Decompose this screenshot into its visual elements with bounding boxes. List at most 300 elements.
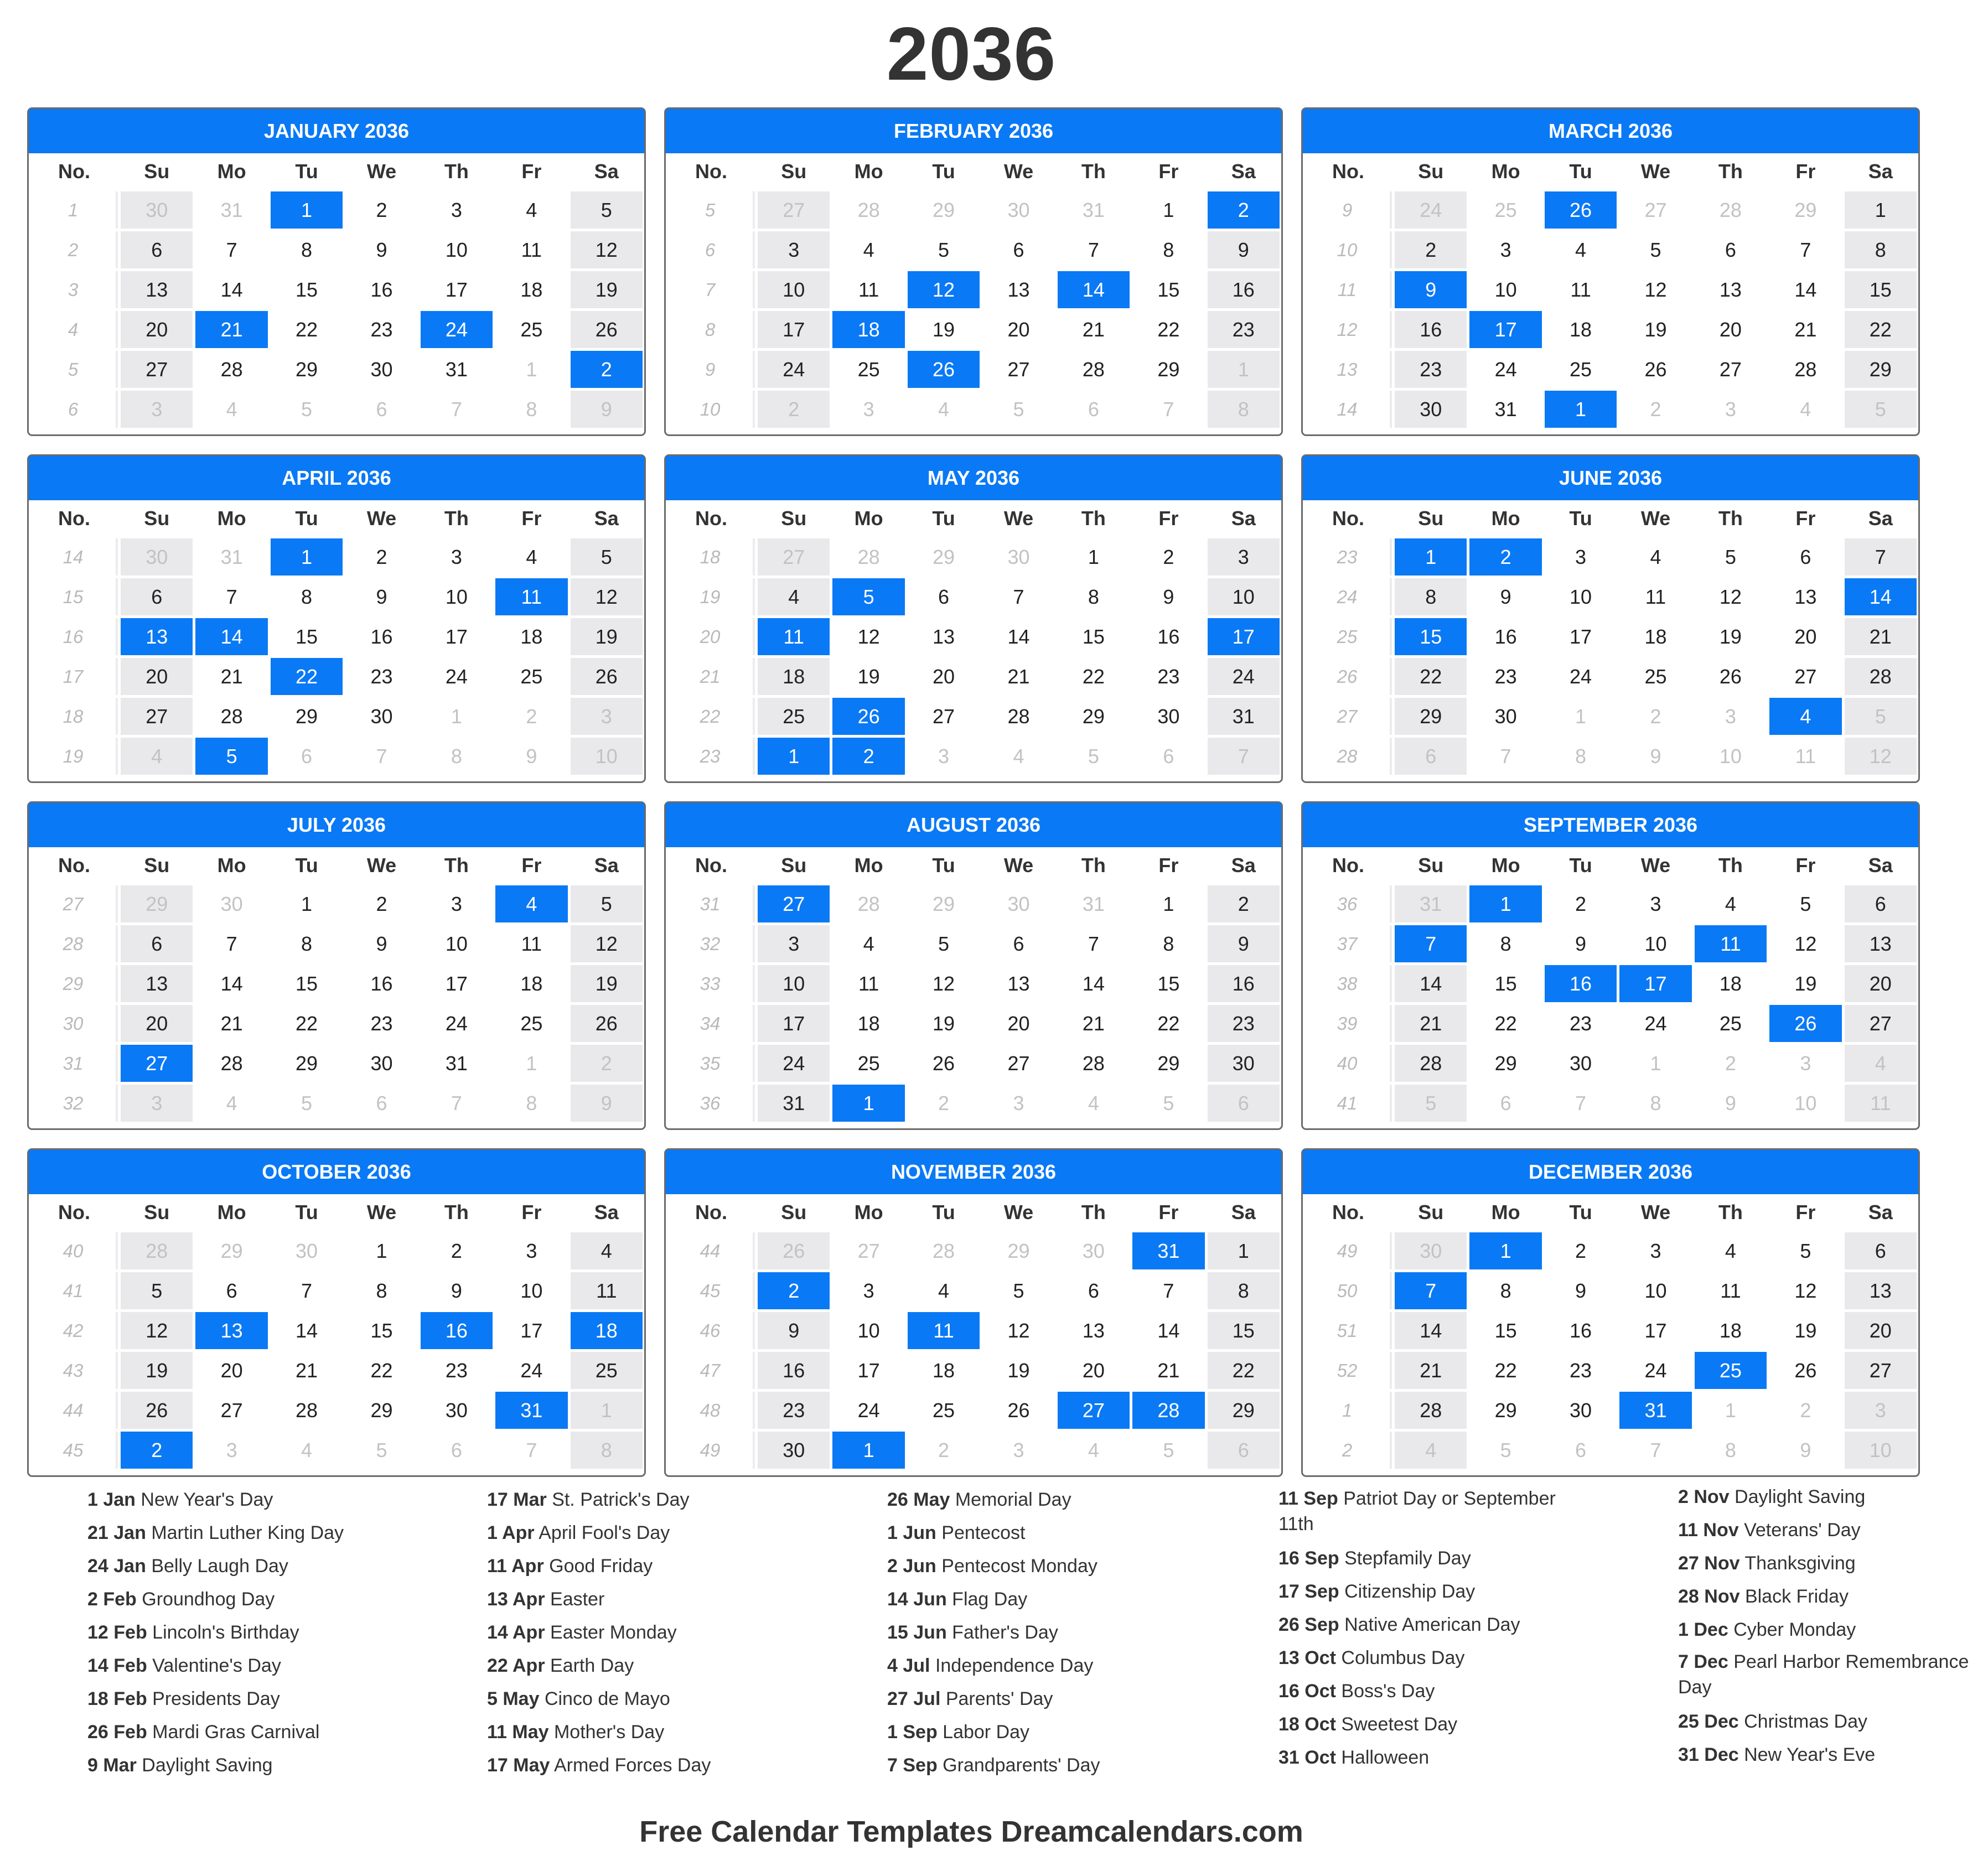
day-cell: 12 <box>1769 925 1841 962</box>
day-cell: 29 <box>121 885 193 922</box>
day-cell: 8 <box>1132 231 1204 268</box>
day-cell: 21 <box>1845 618 1917 655</box>
day-cell: 26 <box>1769 1352 1841 1389</box>
day-cell: 11 <box>1619 578 1691 615</box>
holiday-day-cell: 14 <box>1058 271 1130 308</box>
day-cell: 28 <box>121 1232 193 1269</box>
day-cell: 25 <box>832 1045 904 1082</box>
day-cell: 22 <box>1132 311 1204 348</box>
day-cell: 1 <box>1545 698 1617 735</box>
month-grid <box>29 500 644 775</box>
weekday-header: Sa <box>1868 854 1893 877</box>
weekday-header: Tu <box>295 1201 318 1224</box>
week-number: 31 <box>667 885 755 922</box>
day-cell: 6 <box>421 1432 493 1469</box>
day-cell: 12 <box>1619 271 1691 308</box>
holiday-item <box>1278 1675 1588 1708</box>
week-number: 22 <box>667 698 755 735</box>
day-cell: 9 <box>1545 925 1617 962</box>
day-cell: 7 <box>345 738 417 775</box>
weekday-header: Th <box>1081 507 1106 530</box>
day-cell: 8 <box>271 231 343 268</box>
month-title: FEBRUARY 2036 <box>666 109 1281 153</box>
weekday-header: Sa <box>594 1201 619 1224</box>
day-cell: 8 <box>1469 1272 1541 1309</box>
weekday-header: Sa <box>594 507 619 530</box>
day-cell: 6 <box>1058 391 1130 428</box>
holiday-day-cell: 2 <box>758 1272 830 1309</box>
day-cell: 29 <box>271 1045 343 1082</box>
holiday-name: Cyber Monday <box>1733 1619 1856 1640</box>
holiday-name: Christmas Day <box>1744 1711 1868 1732</box>
holiday-name: Daylight Saving <box>1735 1486 1866 1507</box>
week-number: 10 <box>667 391 755 428</box>
day-cell: 31 <box>1208 698 1280 735</box>
day-cell: 29 <box>908 885 980 922</box>
holiday-name: Memorial Day <box>955 1489 1071 1510</box>
weekday-header: Mo <box>217 1201 246 1224</box>
holiday-name: Veterans' Day <box>1744 1520 1861 1541</box>
day-cell: 7 <box>1058 231 1130 268</box>
holiday-item <box>887 1583 1100 1616</box>
day-cell: 20 <box>121 1005 193 1042</box>
holiday-name: Native American Day <box>1344 1614 1520 1635</box>
day-cell: 24 <box>758 351 830 388</box>
day-cell: 16 <box>345 618 417 655</box>
holiday-name: Pearl Harbor Remembrance Day <box>1678 1651 1969 1698</box>
week-number: 23 <box>1304 538 1392 576</box>
week-number: 51 <box>1304 1312 1392 1349</box>
day-cell: 26 <box>1619 351 1691 388</box>
week-number: 10 <box>1304 231 1392 268</box>
day-cell: 4 <box>1395 1432 1467 1469</box>
day-cell: 28 <box>195 351 267 388</box>
day-cell: 15 <box>1208 1312 1280 1349</box>
day-cell: 4 <box>1695 1232 1767 1269</box>
day-cell: 8 <box>1058 578 1130 615</box>
day-cell: 4 <box>495 538 567 576</box>
weekday-header: Fr <box>521 1201 542 1224</box>
day-cell: 5 <box>1845 391 1917 428</box>
holiday-date: 11 May <box>487 1722 549 1743</box>
holiday-day-cell: 26 <box>832 698 904 735</box>
day-cell: 1 <box>1132 191 1204 229</box>
day-cell: 17 <box>421 271 493 308</box>
day-cell: 7 <box>1619 1432 1691 1469</box>
holiday-day-cell: 22 <box>271 658 343 695</box>
day-cell: 7 <box>495 1432 567 1469</box>
day-cell: 24 <box>421 658 493 695</box>
day-cell: 11 <box>571 1272 643 1309</box>
day-cell: 5 <box>1132 1432 1204 1469</box>
day-cell: 2 <box>1545 885 1617 922</box>
weekday-header: Fr <box>521 854 542 877</box>
week-number-header: No. <box>1332 160 1364 183</box>
month-grid <box>1303 847 1918 1122</box>
weekday-header: Th <box>1081 1201 1106 1224</box>
weekday-header: Mo <box>1491 160 1520 183</box>
holiday-name: New Year's Eve <box>1744 1744 1876 1765</box>
weekday-header: Mo <box>854 160 883 183</box>
day-cell: 29 <box>1845 351 1917 388</box>
day-cell: 30 <box>1058 1232 1130 1269</box>
day-cell: 25 <box>1619 658 1691 695</box>
footer-credit: Free Calendar Templates Dreamcalendars.com <box>639 1815 1303 1848</box>
day-cell: 28 <box>832 191 904 229</box>
day-cell: 18 <box>908 1352 980 1389</box>
day-cell: 29 <box>195 1232 267 1269</box>
holiday-item <box>887 1649 1100 1682</box>
week-number: 5 <box>667 191 755 229</box>
day-cell: 14 <box>1132 1312 1204 1349</box>
holiday-item <box>887 1749 1100 1782</box>
week-number: 41 <box>30 1272 118 1309</box>
week-number: 19 <box>667 578 755 615</box>
day-cell: 9 <box>495 738 567 775</box>
day-cell: 11 <box>1769 738 1841 775</box>
holiday-day-cell: 31 <box>1619 1392 1691 1429</box>
week-number: 4 <box>30 311 118 348</box>
day-cell: 1 <box>1619 1045 1691 1082</box>
month-calendar <box>1301 801 1920 1130</box>
day-cell: 9 <box>571 391 643 428</box>
day-cell: 5 <box>271 391 343 428</box>
day-cell: 24 <box>832 1392 904 1429</box>
holiday-date: 1 Dec <box>1678 1619 1728 1640</box>
holiday-day-cell: 1 <box>832 1085 904 1122</box>
holiday-item <box>1278 1483 1588 1542</box>
day-cell: 18 <box>1545 311 1617 348</box>
month-calendar <box>664 454 1283 783</box>
day-cell: 3 <box>832 1272 904 1309</box>
day-cell: 17 <box>1545 618 1617 655</box>
holiday-day-cell: 1 <box>758 738 830 775</box>
day-cell: 11 <box>1545 271 1617 308</box>
weekday-header: Fr <box>1158 507 1179 530</box>
day-cell: 4 <box>908 1272 980 1309</box>
holiday-day-cell: 18 <box>571 1312 643 1349</box>
day-cell: 8 <box>271 925 343 962</box>
weekday-header: Tu <box>932 854 955 877</box>
holiday-name: April Fool's Day <box>539 1522 670 1543</box>
holiday-name: Daylight Saving <box>142 1755 273 1776</box>
day-cell: 28 <box>982 698 1054 735</box>
day-cell: 23 <box>1545 1005 1617 1042</box>
holiday-item <box>1678 1513 1988 1547</box>
day-cell: 20 <box>908 658 980 695</box>
holiday-day-cell: 2 <box>1469 538 1541 576</box>
holiday-day-cell: 1 <box>1469 885 1541 922</box>
day-cell: 21 <box>1132 1352 1204 1389</box>
day-cell: 27 <box>195 1392 267 1429</box>
day-cell: 19 <box>982 1352 1054 1389</box>
day-cell: 1 <box>495 1045 567 1082</box>
day-cell: 19 <box>1769 965 1841 1002</box>
holiday-date: 13 Oct <box>1278 1647 1336 1668</box>
holiday-item <box>487 1649 711 1682</box>
day-cell: 1 <box>1695 1392 1767 1429</box>
week-number: 36 <box>667 1085 755 1122</box>
day-cell: 15 <box>1132 965 1204 1002</box>
day-cell: 16 <box>1208 271 1280 308</box>
holiday-day-cell: 14 <box>195 618 267 655</box>
holiday-item <box>487 1483 711 1516</box>
holiday-day-cell: 27 <box>758 885 830 922</box>
day-cell: 3 <box>1845 1392 1917 1429</box>
day-cell: 24 <box>1469 351 1541 388</box>
weekday-header: Mo <box>854 507 883 530</box>
weekday-header: Fr <box>1158 854 1179 877</box>
holiday-day-cell: 1 <box>832 1432 904 1469</box>
week-number: 6 <box>667 231 755 268</box>
week-number: 26 <box>1304 658 1392 695</box>
day-cell: 19 <box>571 618 643 655</box>
week-number: 45 <box>30 1432 118 1469</box>
month-grid <box>666 153 1281 428</box>
year-title: 2036 <box>886 12 1057 96</box>
week-number: 40 <box>1304 1045 1392 1082</box>
week-number: 17 <box>30 658 118 695</box>
day-cell: 28 <box>195 698 267 735</box>
day-cell: 7 <box>195 578 267 615</box>
day-cell: 30 <box>1469 698 1541 735</box>
week-number: 44 <box>30 1392 118 1429</box>
day-cell: 22 <box>1058 658 1130 695</box>
day-cell: 27 <box>121 698 193 735</box>
day-cell: 13 <box>908 618 980 655</box>
day-cell: 15 <box>1845 271 1917 308</box>
day-cell: 12 <box>1769 1272 1841 1309</box>
month-calendar <box>664 1148 1283 1477</box>
day-cell: 5 <box>1695 538 1767 576</box>
holiday-item <box>887 1516 1100 1549</box>
day-cell: 29 <box>1469 1045 1541 1082</box>
week-number: 34 <box>667 1005 755 1042</box>
week-number-header: No. <box>695 160 727 183</box>
month-calendar <box>1301 107 1920 436</box>
day-cell: 13 <box>982 271 1054 308</box>
weekday-header: Sa <box>1231 1201 1256 1224</box>
week-number: 6 <box>30 391 118 428</box>
holiday-day-cell: 2 <box>121 1432 193 1469</box>
day-cell: 30 <box>1545 1045 1617 1082</box>
day-cell: 29 <box>1058 698 1130 735</box>
holiday-item <box>87 1549 344 1583</box>
week-number: 39 <box>1304 1005 1392 1042</box>
holiday-name: Lincoln's Birthday <box>152 1622 299 1643</box>
holiday-day-cell: 5 <box>832 578 904 615</box>
holiday-day-cell: 12 <box>908 271 980 308</box>
weekday-header: Su <box>144 854 170 877</box>
day-cell: 31 <box>195 538 267 576</box>
weekday-header: Mo <box>217 507 246 530</box>
day-cell: 24 <box>421 1005 493 1042</box>
month-grid <box>29 1194 644 1469</box>
day-cell: 5 <box>908 925 980 962</box>
day-cell: 16 <box>1132 618 1204 655</box>
day-cell: 14 <box>982 618 1054 655</box>
day-cell: 20 <box>1845 1312 1917 1349</box>
holiday-item <box>887 1483 1100 1516</box>
weekday-header: Su <box>144 1201 170 1224</box>
week-number: 9 <box>667 351 755 388</box>
week-number: 1 <box>30 191 118 229</box>
day-cell: 7 <box>1769 231 1841 268</box>
holiday-date: 16 Oct <box>1278 1681 1336 1702</box>
day-cell: 8 <box>1545 738 1617 775</box>
holiday-date: 1 Jun <box>887 1522 936 1543</box>
day-cell: 7 <box>1058 925 1130 962</box>
day-cell: 12 <box>1695 578 1767 615</box>
day-cell: 6 <box>982 231 1054 268</box>
weekday-header: Mo <box>217 160 246 183</box>
weekday-header: We <box>366 1201 397 1224</box>
day-cell: 29 <box>271 351 343 388</box>
day-cell: 27 <box>982 1045 1054 1082</box>
holiday-date: 1 Sep <box>887 1722 938 1743</box>
day-cell: 8 <box>421 738 493 775</box>
day-cell: 3 <box>1695 698 1767 735</box>
day-cell: 16 <box>758 1352 830 1389</box>
day-cell: 18 <box>1695 1312 1767 1349</box>
day-cell: 14 <box>1769 271 1841 308</box>
holiday-date: 22 Apr <box>487 1655 545 1676</box>
holiday-date: 27 Jul <box>887 1688 941 1709</box>
holiday-date: 12 Feb <box>87 1622 147 1643</box>
day-cell: 10 <box>1619 925 1691 962</box>
holiday-name: Cinco de Mayo <box>544 1688 670 1709</box>
day-cell: 31 <box>421 1045 493 1082</box>
day-cell: 24 <box>1208 658 1280 695</box>
month-calendar <box>27 454 646 783</box>
day-cell: 22 <box>1845 311 1917 348</box>
day-cell: 30 <box>1395 1232 1467 1269</box>
day-cell: 29 <box>1132 1045 1204 1082</box>
day-cell: 4 <box>1769 391 1841 428</box>
day-cell: 19 <box>1695 618 1767 655</box>
day-cell: 24 <box>1545 658 1617 695</box>
holiday-day-cell: 15 <box>1395 618 1467 655</box>
holiday-day-cell: 1 <box>1469 1232 1541 1269</box>
holiday-name: Belly Laugh Day <box>151 1556 288 1577</box>
day-cell: 6 <box>271 738 343 775</box>
holiday-name: Pentecost Monday <box>941 1556 1097 1577</box>
day-cell: 14 <box>1395 1312 1467 1349</box>
holiday-day-cell: 17 <box>1619 965 1691 1002</box>
day-cell: 30 <box>758 1432 830 1469</box>
week-number: 7 <box>667 271 755 308</box>
day-cell: 5 <box>571 191 643 229</box>
day-cell: 3 <box>121 391 193 428</box>
holiday-day-cell: 16 <box>1545 965 1617 1002</box>
day-cell: 7 <box>195 925 267 962</box>
week-number: 27 <box>30 885 118 922</box>
week-number-header: No. <box>58 1201 90 1224</box>
holiday-day-cell: 28 <box>1132 1392 1204 1429</box>
day-cell: 21 <box>1058 1005 1130 1042</box>
holiday-column <box>887 1483 1100 1782</box>
weekday-header: Th <box>1081 160 1106 183</box>
week-number: 31 <box>30 1045 118 1082</box>
day-cell: 4 <box>195 391 267 428</box>
month-calendar <box>27 1148 646 1477</box>
week-number: 52 <box>1304 1352 1392 1389</box>
day-cell: 26 <box>908 1045 980 1082</box>
day-cell: 1 <box>571 1392 643 1429</box>
day-cell: 30 <box>1132 698 1204 735</box>
day-cell: 22 <box>345 1352 417 1389</box>
day-cell: 4 <box>832 925 904 962</box>
day-cell: 18 <box>1619 618 1691 655</box>
holiday-day-cell: 13 <box>195 1312 267 1349</box>
day-cell: 25 <box>832 351 904 388</box>
holiday-item <box>87 1715 344 1749</box>
holiday-day-cell: 26 <box>908 351 980 388</box>
day-cell: 8 <box>1469 925 1541 962</box>
holiday-day-cell: 4 <box>1769 698 1841 735</box>
weekday-header: Fr <box>521 160 542 183</box>
day-cell: 30 <box>195 885 267 922</box>
holiday-name: Columbus Day <box>1341 1647 1465 1668</box>
holiday-day-cell: 17 <box>1208 618 1280 655</box>
holiday-item <box>87 1483 344 1516</box>
day-cell: 25 <box>1695 1005 1767 1042</box>
holiday-name: Grandparents' Day <box>943 1755 1100 1776</box>
weekday-header: Fr <box>1158 1201 1179 1224</box>
day-cell: 6 <box>345 391 417 428</box>
day-cell: 15 <box>1469 1312 1541 1349</box>
day-cell: 11 <box>1695 1272 1767 1309</box>
week-number: 19 <box>30 738 118 775</box>
weekday-header: Th <box>444 507 469 530</box>
day-cell: 5 <box>982 1272 1054 1309</box>
holiday-date: 14 Apr <box>487 1622 545 1643</box>
day-cell: 8 <box>1845 231 1917 268</box>
day-cell: 1 <box>1208 351 1280 388</box>
day-cell: 14 <box>271 1312 343 1349</box>
day-cell: 27 <box>832 1232 904 1269</box>
day-cell: 30 <box>345 698 417 735</box>
day-cell: 3 <box>1469 231 1541 268</box>
weekday-header: Th <box>1718 1201 1743 1224</box>
weekday-header: We <box>366 507 397 530</box>
day-cell: 3 <box>982 1432 1054 1469</box>
day-cell: 4 <box>1695 885 1767 922</box>
day-cell: 10 <box>495 1272 567 1309</box>
holiday-item <box>87 1616 344 1649</box>
day-cell: 22 <box>1469 1005 1541 1042</box>
day-cell: 17 <box>421 965 493 1002</box>
day-cell: 8 <box>1395 578 1467 615</box>
holiday-item <box>1278 1708 1588 1741</box>
day-cell: 25 <box>1469 191 1541 229</box>
day-cell: 31 <box>1395 885 1467 922</box>
weekday-header: Mo <box>1491 507 1520 530</box>
holiday-name: Patriot Day or September 11th <box>1278 1488 1556 1535</box>
day-cell: 2 <box>1619 698 1691 735</box>
holiday-date: 24 Jan <box>87 1556 146 1577</box>
day-cell: 12 <box>571 925 643 962</box>
weekday-header: Sa <box>1868 1201 1893 1224</box>
holiday-day-cell: 1 <box>1395 538 1467 576</box>
holiday-date: 31 Dec <box>1678 1744 1739 1765</box>
holiday-date: 18 Oct <box>1278 1714 1336 1735</box>
day-cell: 7 <box>1208 738 1280 775</box>
weekday-header: Th <box>1718 854 1743 877</box>
day-cell: 19 <box>571 965 643 1002</box>
day-cell: 5 <box>1469 1432 1541 1469</box>
day-cell: 30 <box>1545 1392 1617 1429</box>
